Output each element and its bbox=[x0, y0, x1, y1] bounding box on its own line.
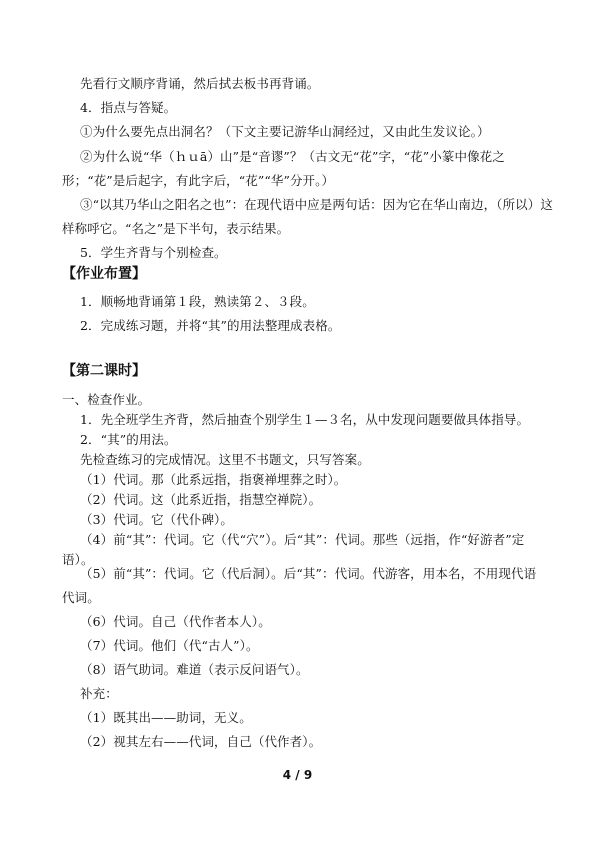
text-line: 5．学生齐背与个别检查。 bbox=[80, 245, 227, 260]
section-heading-homework: 【作业布置】 bbox=[62, 266, 146, 282]
section-heading-lesson2: 【第二课时】 bbox=[62, 363, 146, 379]
text-line: 代词。 bbox=[62, 590, 100, 605]
text-line: （1）既其出——助词，无义。 bbox=[80, 710, 252, 725]
text-line: 样称呼它。“名之”是下半句，表示结果。 bbox=[62, 221, 290, 236]
text-line: ①为什么要先点出洞名？（下文主要记游华山洞经过，又由此生发议论。） bbox=[80, 124, 490, 139]
text-line: （8）语气助词。难道（表示反问语气）。 bbox=[80, 662, 309, 677]
text-line: （3）代词。它（代仆碑）。 bbox=[80, 512, 234, 527]
text-line: 一、检查作业。 bbox=[62, 392, 151, 407]
text-line: （1）代词。那（此系远指，指褒禅埋葬之时）。 bbox=[80, 472, 347, 487]
text-line: 形；“花”是后起字，有此字后，“花”“华”分开。） bbox=[62, 173, 335, 188]
text-line: 1．顺畅地背诵第１段，熟读第２、３段。 bbox=[80, 294, 315, 309]
text-line: 4．指点与答疑。 bbox=[80, 100, 177, 115]
text-line: （2）视其左右——代词，自己（代作者）。 bbox=[80, 734, 322, 749]
text-line: ②为什么说“华（ｈｕā）山”是“音谬”？（古文无“花”字，“花”小篆中像花之 bbox=[80, 149, 505, 164]
text-line: 补充： bbox=[80, 686, 118, 701]
page-number: 4 / 9 bbox=[282, 768, 313, 782]
text-line: ③“以其乃华山之阳名之也”：在现代语中应是两句话：因为它在华山南边，（所以）这 bbox=[80, 197, 553, 212]
text-line: 1．先全班学生齐背，然后抽查个别学生１—３名，从中发现问题要做具体指导。 bbox=[80, 412, 530, 427]
text-line: 语）。 bbox=[62, 552, 94, 567]
text-line: （7）代词。他们（代“古人”）。 bbox=[80, 638, 259, 653]
text-line: （6）代词。自己（代作者本人）。 bbox=[80, 614, 271, 629]
text-line: （2）代词。这（此系近指，指慧空禅院）。 bbox=[80, 492, 322, 507]
text-line: 先检查练习的完成情况。这里不书题文，只写答案。 bbox=[80, 452, 370, 467]
text-line: 2．完成练习题，并将“其”的用法整理成表格。 bbox=[80, 318, 341, 333]
text-line: 先看行文顺序背诵，然后拭去板书再背诵。 bbox=[80, 76, 320, 91]
text-line: 2．“其”的用法。 bbox=[80, 432, 177, 447]
text-line: （5）前“其”：代词。它（代后洞）。后“其”：代词。代游客，用本名，不用现代语 bbox=[80, 566, 537, 581]
text-line: （4）前“其”：代词。它（代“穴”）。后“其”：代词。那些（远指，作“好游者”定 bbox=[80, 532, 525, 547]
